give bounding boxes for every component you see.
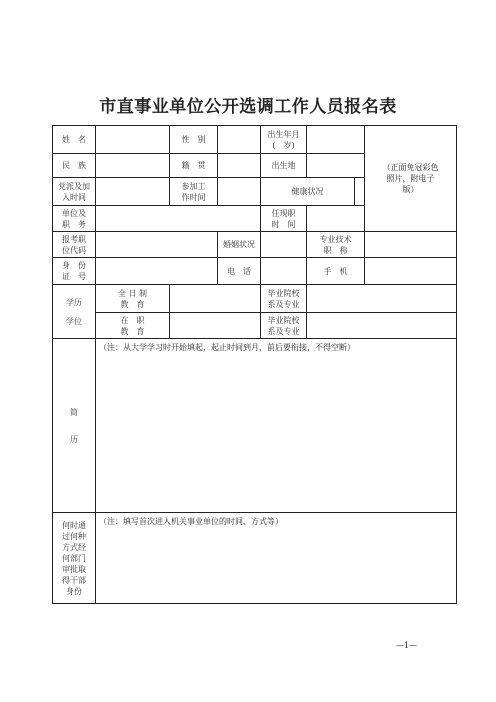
input-native-place[interactable]	[218, 154, 261, 178]
input-id-number[interactable]	[96, 258, 218, 285]
input-mobile[interactable]	[365, 258, 457, 285]
unit-line2: 职 务	[62, 219, 86, 229]
input-name[interactable]	[96, 126, 170, 154]
input-work-start[interactable]	[218, 178, 261, 206]
label-position-code	[53, 232, 96, 258]
label-tenure	[261, 206, 307, 232]
input-marital[interactable]	[261, 232, 307, 258]
approval-line-5: 审批取	[62, 564, 86, 574]
input-gender[interactable]	[218, 126, 261, 154]
label-birthplace: 出生地	[261, 154, 307, 178]
label-id-number	[53, 258, 96, 285]
input-professional-title[interactable]	[365, 232, 457, 258]
party-line1: 党派及加	[58, 181, 90, 191]
form-title: 市直事业单位公开选调工作人员报名表	[99, 97, 397, 117]
edu-degree: 学历	[66, 297, 82, 307]
birth-line2: ( 岁)	[272, 140, 295, 150]
approval-line-2: 过何种	[62, 531, 86, 541]
photo-box[interactable]	[365, 126, 457, 232]
label-professional-title	[307, 232, 365, 258]
school2-line2: 系及专业	[267, 326, 300, 336]
title-line1: 专业技术	[319, 234, 352, 244]
label-inservice-education	[96, 313, 170, 339]
resume-note: （注：从大学学习时开始填起，起止时间到月，前后要衔接，不得空断）	[99, 343, 355, 352]
label-unit	[53, 206, 96, 232]
registration-form-table	[52, 125, 457, 604]
label-name: 姓 名	[53, 126, 96, 154]
school-line2: 系及专业	[267, 299, 300, 309]
work-start-line1: 参加工	[181, 181, 206, 191]
party-line2: 入时间	[62, 192, 86, 202]
resume-char-2: 历	[70, 434, 78, 444]
page-number: —1—	[396, 641, 418, 650]
photo-line3: 版）	[402, 185, 419, 194]
input-fulltime-school[interactable]	[307, 285, 457, 313]
label-work-start	[170, 178, 218, 206]
label-native-place: 籍 贯	[170, 154, 218, 178]
label-resume	[53, 339, 96, 513]
resume-char-1: 简	[70, 407, 78, 417]
label-fulltime-school	[261, 285, 307, 313]
label-fulltime-education	[96, 285, 170, 313]
label-approval	[53, 513, 96, 604]
code-line1: 报考职	[62, 234, 86, 244]
tenure-line2: 时 间	[271, 219, 296, 229]
label-birth-date	[261, 126, 307, 154]
approval-note: （注：填写首次进入机关事业单位的时间、方式等）	[99, 517, 283, 526]
title-line2: 职 称	[323, 245, 348, 255]
label-inservice-school	[261, 313, 307, 339]
photo-line1: （正面免冠彩色	[382, 163, 439, 172]
input-resume[interactable]	[96, 339, 457, 513]
input-birthplace[interactable]	[307, 154, 365, 178]
label-ethnicity: 民 族	[53, 154, 96, 178]
approval-line-3: 方式经	[62, 542, 86, 552]
input-party[interactable]	[96, 178, 170, 206]
id-line1: 身 份	[62, 261, 86, 270]
label-gender: 性 别	[170, 126, 218, 154]
input-ethnicity[interactable]	[96, 154, 170, 178]
code-line2: 位代码	[62, 245, 86, 255]
label-marital: 婚姻状况	[218, 232, 261, 258]
label-health: 健康状况	[261, 178, 355, 206]
input-health[interactable]	[355, 178, 365, 206]
input-tenure[interactable]	[307, 206, 365, 232]
label-education	[53, 285, 96, 339]
inservice-line1: 在 职	[120, 315, 145, 325]
input-unit[interactable]	[96, 206, 261, 232]
unit-line1: 单位及	[62, 208, 86, 218]
photo-line2: 照片，附电子	[386, 174, 435, 183]
approval-line-7: 身份	[66, 586, 82, 596]
school2-line1: 毕业院校	[267, 315, 300, 325]
input-approval[interactable]	[96, 513, 457, 604]
approval-line-6: 得干部	[62, 575, 86, 585]
label-mobile: 手 机	[307, 258, 365, 285]
input-fulltime-education[interactable]	[170, 285, 261, 313]
work-start-line2: 作时间	[181, 192, 206, 202]
input-birth-date[interactable]	[307, 126, 365, 154]
input-position-code[interactable]	[96, 232, 218, 258]
edu-degree2: 学位	[66, 316, 82, 326]
fulltime-line2: 教 育	[120, 299, 145, 309]
input-phone[interactable]	[261, 258, 307, 285]
birth-line1: 出生年月	[267, 129, 300, 139]
school-line1: 毕业院校	[267, 288, 300, 298]
fulltime-line1: 全 日 制	[117, 288, 148, 298]
label-phone: 电 话	[218, 258, 261, 285]
label-party	[53, 178, 96, 206]
inservice-line2: 教 育	[120, 326, 145, 336]
input-inservice-school[interactable]	[307, 313, 457, 339]
input-inservice-education[interactable]	[170, 313, 261, 339]
tenure-line1: 任现职	[271, 208, 296, 218]
id-line2: 证 号	[62, 272, 86, 281]
approval-line-4: 何部门	[62, 553, 86, 563]
approval-line-1: 何时通	[62, 520, 86, 530]
